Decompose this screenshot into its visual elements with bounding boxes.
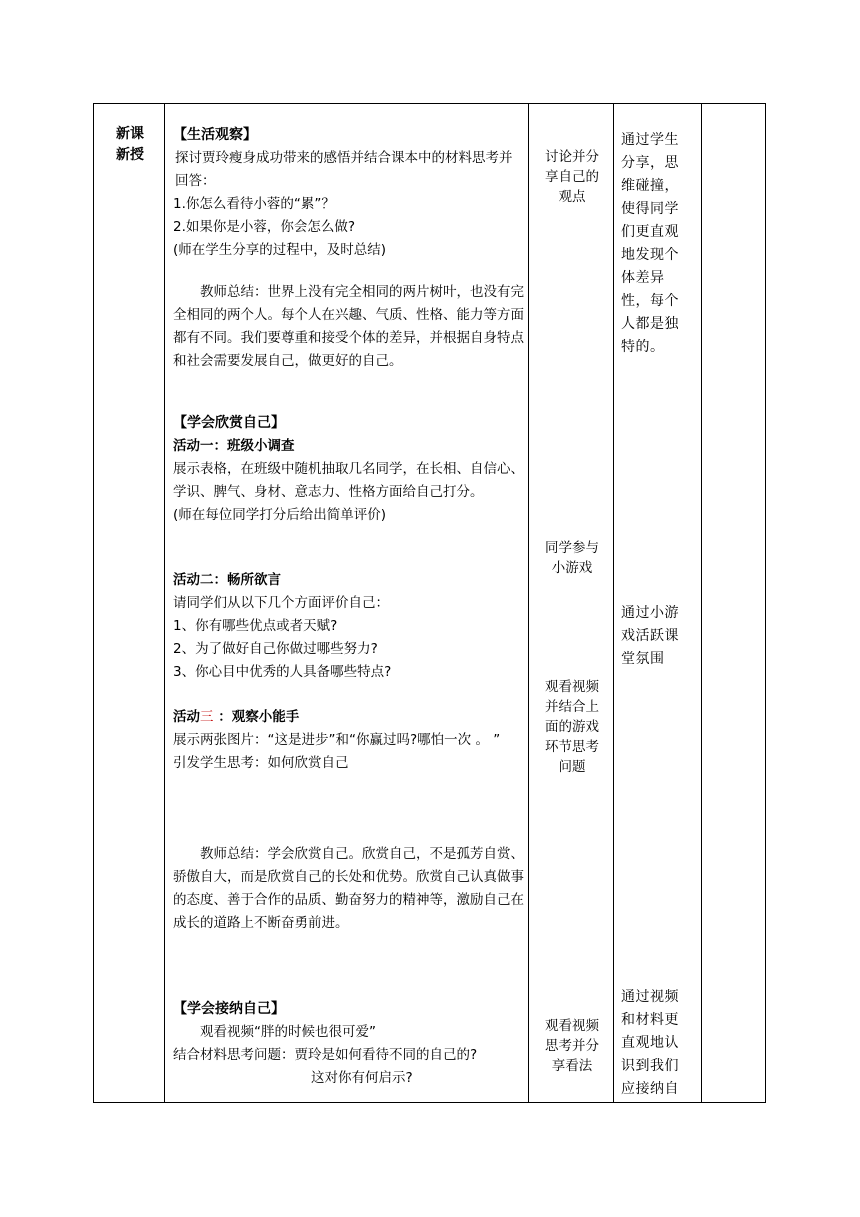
summary-text: 教师总结：世界上没有完全相同的两片树叶，也没有完全相同的两个人。每个人在兴趣、气质、性格、能力等方面都有不同。我们要尊重和接受个体的差异，并根据自身特点和社会需要发展自己，做更好的自己。	[173, 284, 524, 369]
activity-3-prefix: 活动	[173, 709, 200, 725]
col-border-1	[164, 103, 165, 1103]
col-border-left	[93, 103, 94, 1103]
student-activity-text: 同学参与小游戏	[545, 540, 599, 576]
intro-text: 探讨贾玲瘦身成功带来的感悟并结合课本中的材料思考并回答：	[175, 150, 513, 189]
design-intent-2	[621, 602, 699, 671]
activity-3-text: 展示两张图片：“这是进步”和“你赢过吗?哪怕一次 。 ”	[173, 732, 501, 748]
col-border-3	[613, 103, 614, 1103]
table-bottom-border	[93, 1102, 766, 1103]
question-text-2: 这对你有何启示?	[311, 1070, 413, 1086]
activity-3-think: 引发学生思考：如何欣赏自己	[173, 755, 349, 771]
activity-2-title: 活动二：畅所欲言	[173, 572, 281, 588]
activity-2	[173, 569, 525, 684]
activity-1-note: (师在每位同学打分后给出简单评价)	[173, 507, 387, 523]
activity-3-title	[173, 706, 525, 729]
student-activity-text: 观看视频并结合上面的游戏环节思考问题	[545, 679, 599, 775]
table-top-border	[93, 103, 766, 104]
question-2: 2.如果你是小蓉，你会怎么做?	[173, 219, 356, 235]
teacher-summary-2	[173, 843, 525, 935]
design-intent-text: 通过学生分享，思维碰撞，使得同学们更直观地发现个体差异性，每个人都是独特的。	[621, 132, 679, 355]
row-header-label: 新课新授	[116, 126, 144, 163]
section-heading: 【生活观察】	[173, 127, 257, 143]
col-border-4	[701, 103, 702, 1103]
student-activity-text: 观看视频思考并分享看法	[545, 1018, 599, 1074]
activity-1-text: 展示表格，在班级中随机抽取几名同学，在长相、自信心、学识、脾气、身材、意志力、性格方面给自己打分。	[173, 461, 524, 500]
student-activity-1	[534, 147, 610, 207]
activity-3-number: 三	[200, 709, 214, 725]
teacher-summary-1	[173, 281, 525, 373]
video-text: 观看视频“胖的时候也很可爱”	[200, 1024, 376, 1040]
activity-3-name: ：观察小能手	[213, 709, 300, 725]
activity-3	[173, 706, 525, 775]
activity-1-title: 活动一：班级小调查	[173, 438, 295, 454]
activity-2-q3: 3、你心目中优秀的人具备哪些特点?	[173, 664, 392, 680]
col-border-right	[765, 103, 766, 1103]
section-life-observation	[173, 124, 525, 262]
student-activity-2	[534, 538, 610, 578]
col-border-2	[528, 103, 529, 1103]
question-text: 结合材料思考问题：贾玲是如何看待不同的自己的?	[173, 1047, 478, 1063]
row-header	[100, 124, 160, 166]
section-heading: 【学会欣赏自己】	[173, 415, 285, 431]
design-intent-3	[621, 986, 699, 1101]
design-intent-text: 通过小游戏活跃课堂氛围	[621, 605, 679, 667]
teacher-note: (师在学生分享的过程中，及时总结)	[173, 242, 387, 258]
student-activity-4	[534, 1016, 610, 1076]
design-intent-1	[621, 129, 699, 359]
activity-2-intro: 请同学们从以下几个方面评价自己：	[173, 595, 389, 611]
question-1: 1.你怎么看待小蓉的“累”？	[173, 196, 335, 212]
activity-2-q2: 2、为了做好自己你做过哪些努力?	[173, 641, 378, 657]
summary-text: 教师总结：学会欣赏自己。欣赏自己，不是孤芳自赏、骄傲自大，而是欣赏自己的长处和优势。欣赏自己认真做事的态度、善于合作的品质、勤奋努力的精神等，激励自己在成长的道路上不断奋勇前进。	[173, 846, 524, 931]
activity-2-q1: 1、你有哪些优点或者天赋?	[173, 618, 338, 634]
student-activity-3	[534, 677, 610, 777]
section-appreciate-self	[173, 412, 525, 527]
section-accept-self	[173, 998, 525, 1090]
design-intent-text: 通过视频和材料更直观地认识到我们应接纳自	[621, 989, 679, 1097]
section-heading: 【学会接纳自己】	[173, 1001, 285, 1017]
student-activity-text: 讨论并分享自己的观点	[545, 149, 599, 205]
